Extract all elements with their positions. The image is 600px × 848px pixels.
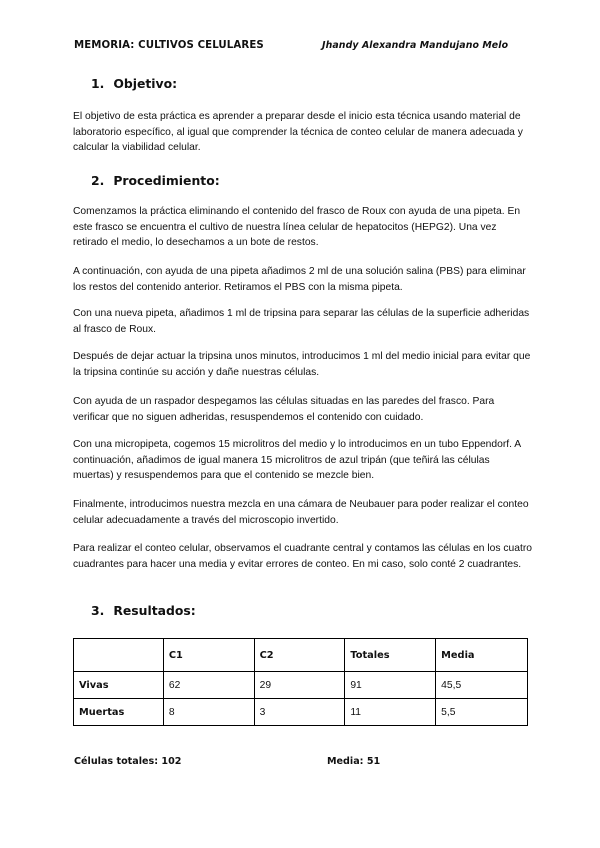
- table-header-cell: [74, 639, 164, 672]
- document-title: MEMORIA: CULTIVOS CELULARES: [74, 40, 264, 51]
- procedimiento-paragraph: Para realizar el conteo celular, observamos el cuadrante central y contamos las células en los cuatro cuadrantes para hacer una media y evitar errores de conteo. En mi caso, solo conté 2 cuadrantes.: [73, 543, 533, 570]
- row-label: Vivas: [74, 672, 164, 699]
- section-number: 3.: [91, 603, 105, 618]
- section-heading-objetivo: [91, 76, 177, 91]
- procedimiento-paragraph: Finalmente, introducimos nuestra mezcla en una cámara de Neubauer para poder realizar el conteo celular adecuadamente a través del microscopio invertido.: [73, 499, 529, 526]
- table-cell: 5,5: [436, 699, 528, 726]
- table-cell: 62: [163, 672, 254, 699]
- results-table: [73, 638, 528, 726]
- section-title: Resultados:: [113, 603, 196, 618]
- table-header-row: [74, 639, 528, 672]
- section-heading-procedimiento: [91, 173, 220, 188]
- section-title: Procedimiento:: [113, 173, 220, 188]
- objetivo-paragraph: El objetivo de esta práctica es aprender a preparar desde el inicio esta técnica usando material de laboratorio específico, al igual que comprender la técnica de conteo celular de manera adecuada y calcular la viabilidad celular.: [73, 111, 523, 153]
- table-header-cell: Media: [436, 639, 528, 672]
- procedimiento-paragraph: Con una micropipeta, cogemos 15 microlitros del medio y lo introducimos en un tubo Eppendorf. A continuación, añadimos de igual manera 15 microlitros de azul tripán (que teñirá las células muertas) y resuspendemos para que el contenido se mezcle bien.: [73, 439, 521, 481]
- table-cell: 45,5: [436, 672, 528, 699]
- table-cell: 3: [254, 699, 345, 726]
- table-row: [74, 699, 528, 726]
- section-title: Objetivo:: [113, 76, 178, 91]
- procedimiento-paragraph: Con una nueva pipeta, añadimos 1 ml de tripsina para separar las células de la superficie adheridas al frasco de Roux.: [73, 308, 530, 335]
- table-cell: 8: [163, 699, 254, 726]
- table-header-cell: Totales: [345, 639, 436, 672]
- table-header-cell: C1: [163, 639, 254, 672]
- section-number: 2.: [91, 173, 105, 188]
- author-name: Jhandy Alexandra Mandujano Melo: [322, 40, 509, 51]
- procedimiento-paragraph: Después de dejar actuar la tripsina unos minutos, introducimos 1 ml del medio inicial para evitar que la tripsina continúe su acción y dañe nuestras células.: [73, 351, 531, 378]
- procedimiento-paragraph: A continuación, con ayuda de una pipeta añadimos 2 ml de una solución salina (PBS) para eliminar los restos del contenido anterior. Retiramos el PBS con la misma pipeta.: [73, 266, 526, 293]
- total-cells-summary: Células totales: 102: [74, 756, 182, 767]
- row-label: Muertas: [74, 699, 164, 726]
- procedimiento-paragraph: Con ayuda de un raspador despegamos las células situadas en las paredes del frasco. Para verificar que no siguen adheridas, resuspendemos el contenido con cuidado.: [73, 396, 495, 423]
- procedimiento-paragraph: Comenzamos la práctica eliminando el contenido del frasco de Roux con ayuda de una pipeta. En este frasco se encuentra el cultivo de nuestra línea celular de hepatocitos (HEPG2). Una vez retirado el medio, lo desechamos a un bote de restos.: [73, 206, 521, 248]
- section-number: 1.: [91, 76, 105, 91]
- mean-summary: Media: 51: [327, 756, 381, 767]
- table-header-cell: C2: [254, 639, 345, 672]
- table-row: [74, 672, 528, 699]
- table-cell: 29: [254, 672, 345, 699]
- table-cell: 91: [345, 672, 436, 699]
- section-heading-resultados: [91, 603, 196, 618]
- table-cell: 11: [345, 699, 436, 726]
